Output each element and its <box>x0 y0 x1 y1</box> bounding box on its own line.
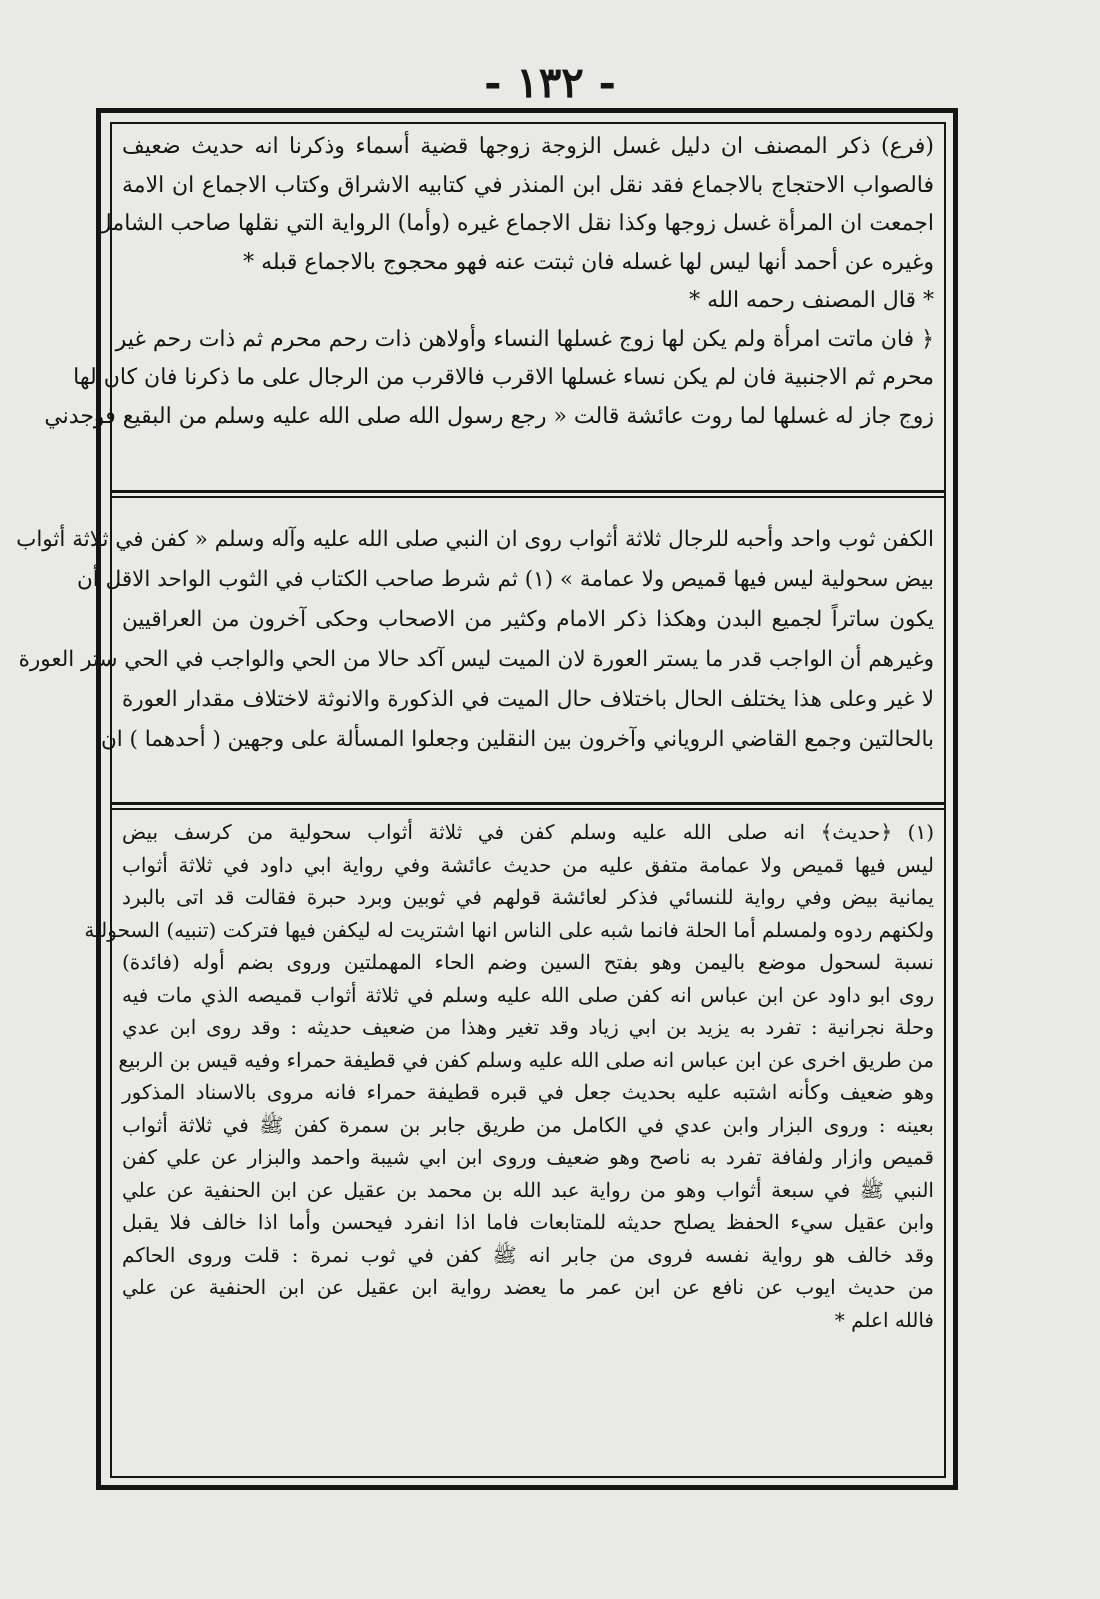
text-line: يمانية بيض وفي رواية للنسائي فذكر لعائشة قولهم في ثوبين وبرد حبرة فقالت قد اتى بالبرد <box>122 885 934 909</box>
text-line: اجمعت ان المرأة غسل زوجها وكذا نقل الاجماع غيره (وأما) الرواية التي نقلها صاحب الشامل <box>95 211 934 236</box>
text-line: بالحالتين وجمع القاضي الروياني وآخرون بين النقلين وجعلوا المسألة على وجهين ( أحدهما ) ان <box>100 727 934 752</box>
text-line: يكون ساتراً لجميع البدن وهكذا ذكر الامام وكثير من الاصحاب وحكى آخرون من العراقيين <box>122 607 934 632</box>
commentary-section <box>16 520 934 802</box>
text-line: وهو ضعيف وكأنه اشتبه عليه بحديث جعل في قبره قطيفة حمراء فانه مروى بالاسناد المذكور <box>122 1080 934 1104</box>
text-line: بيض سحولية ليس فيها قميص ولا عمامة » (١) ثم شرط صاحب الكتاب في الثوب الواحد الاقل أن <box>76 567 934 592</box>
text-line: قميص وازار ولفافة تفرد به ناصح وهو ضعيف وروى ابن ابي شيبة واحمد والبزار عن علي كفن <box>122 1145 934 1169</box>
text-line: روى ابو داود عن ابن عباس انه كفن صلى الله عليه وسلم في ثلاثة أثواب قميصه الذي مات فيه <box>122 982 934 1007</box>
text-line: الكفن ثوب واحد وأحبه للرجال ثلاثة أثواب روى ان النبي صلى الله عليه وآله وسلم « كفن في ثلاثة أثواب <box>16 527 934 552</box>
main-text-section <box>44 128 934 474</box>
text-line: وقد خالف هو رواية نفسه فروى من جابر انه ﷺ كفن في ثوب نمرة : قلت وروى الحاكم <box>122 1242 934 1267</box>
text-line: ولكنهم ردوه ولمسلم أما الحلة فانما شبه على الناس انها اشتريت له ليكفن فيها فتركت (تنبيه) السحولية <box>84 917 934 942</box>
text-line: لا غير وعلى هذا يختلف الحال باختلاف حال الميت في الذكورة والانوثة لاختلاف مقدار العورة <box>122 687 934 712</box>
text-line: (فرع) ذكر المصنف ان دليل غسل الزوجة زوجها قضية أسماء وذكرنا انه حديث ضعيف <box>122 134 934 159</box>
text-line: وغيره عن أحمد أنها ليس لها غسله فان ثبتت عنه فهو محجوج بالاجماع قبله * <box>243 249 934 275</box>
section-heading: * قال المصنف رحمه الله * <box>689 288 934 313</box>
text-line: ليس فيها قميص ولا عمامة متفق عليه من حديث عائشة وفي رواية ابي داود في ثلاثة أثواب <box>122 852 934 877</box>
page-number: - ١٣٢ - <box>484 58 616 107</box>
section-divider <box>110 490 946 498</box>
text-line: محرم ثم الاجنبية فان لم يكن نساء غسلها الاقرب فالاقرب من الرجال على ما ذكرنا فان كان لها <box>73 365 934 390</box>
text-line: النبي ﷺ في سبعة أثواب وهو من رواية عبد الله بن محمد بن عقيل عن ابن الحنفية عن علي <box>122 1177 934 1202</box>
text-line: من طريق اخرى عن ابن عباس انه صلى الله عليه وسلم كفن في قطيفة حمراء وفيه قيس بن الربيع <box>118 1047 934 1072</box>
text-line: من حديث ايوب عن نافع عن ابن عمر ما يعضد رواية ابن عقيل عن ابن الحنفية عن علي <box>122 1275 934 1299</box>
text-line: وغيرهم أن الواجب قدر ما يستر العورة لان الميت ليس آكد حالا من الحي والواجب في الحي ستر العورة <box>18 647 934 672</box>
text-line: زوج جاز له غسلها لما روت عائشة قالت « رجع رسول الله صلى الله عليه وسلم من البقيع فوجدني <box>44 403 934 429</box>
text-line: نسبة لسحول موضع باليمن وهو بفتح السين وضم الحاء المهملتين وروى بضم أوله (فائدة) <box>122 950 934 974</box>
text-line: وحلة نجرانية : تفرد به يزيد بن ابي زياد وقد تغير وهذا من ضعيف حديثه : وقد روى ابن عدي <box>122 1015 934 1039</box>
footnote-section <box>84 816 934 1476</box>
text-line: فالصواب الاحتجاج بالاجماع فقد نقل ابن المنذر في كتابيه الاشراق وكتاب الاجماع ان الامة <box>122 172 934 198</box>
text-line: فالله اعلم * <box>834 1307 934 1332</box>
text-line: بعينه : وروى البزار وابن عدي في الكامل من طريق جابر بن سمرة كفن ﷺ في ثلاثة أثواب <box>122 1112 934 1137</box>
section-divider <box>110 802 946 810</box>
text-line: ﴿ فان ماتت امرأة ولم يكن لها زوج غسلها النساء وأولاهن ذات رحم محرم ثم ذات رحم غير <box>115 326 934 352</box>
text-line: وابن عقيل سيء الحفظ يصلح حديثه للمتابعات فاما اذا انفرد فيحسن وأما اذا خالف فلا يقبل <box>122 1210 934 1234</box>
text-line: (١) ﴿حديث﴾ انه صلى الله عليه وسلم كفن في ثلاثة أثواب سحولية من كرسف بيض <box>122 820 934 844</box>
